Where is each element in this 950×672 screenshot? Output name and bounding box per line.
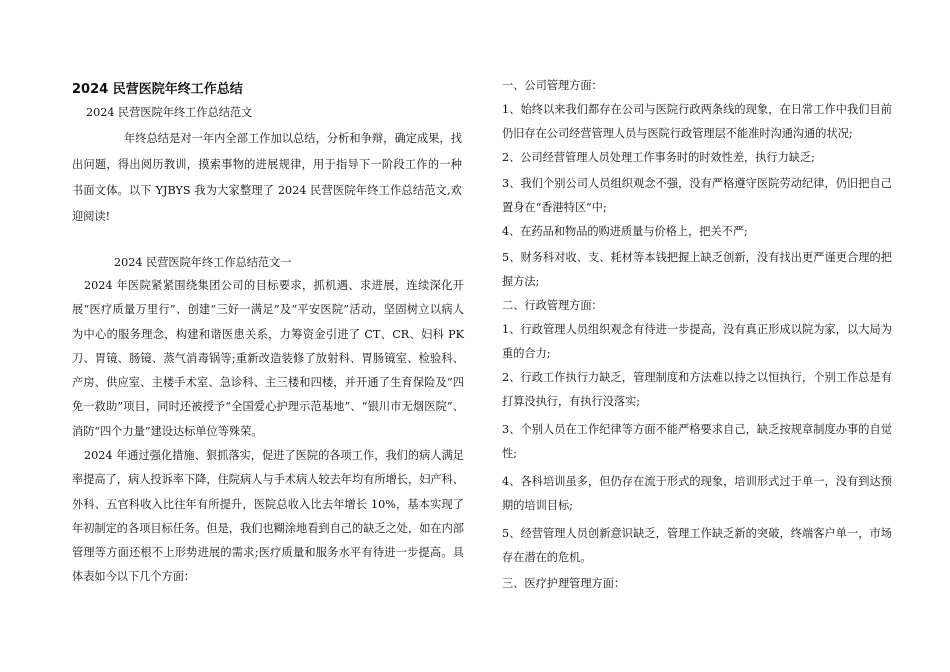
list-item: 5、财务科对收、支、耗材等本钱把握上缺乏创新，没有找出更严谨更合理的把握方法;: [502, 251, 892, 288]
list-item: 2、行政工作执行力缺乏，管理制度和方法难以持之以恒执行，个别工作总是有打算没执行，有执行没落实;: [502, 371, 892, 408]
body-paragraph-2: 2024 年通过强化措施、狠抓落实，促进了医院的各项工作，我们的病人满足率提高了，病人投诉率下降，住院病人与手术病人较去年均有所增长，妇产科、外科、五官科收入比往年有所提升，医院总收入比去年增长 10%，基本实现了年初制定的各项目标任务。但是，我们也糊涂地看到自己的缺乏之处，如在内部管理等方面还根不上形势进展的需求;医疗质量和服务水平有待进一步提高。具体表如今以下几个方面：: [72, 449, 464, 584]
body-paragraph-1: 2024 年医院紧紧围绕集团公司的目标要求，抓机遇、求进展，连续深化开展“医疗质量万里行”、创建“三好一满足”及“平安医院”活动，坚固树立以病人为中心的服务理念，构建和谐医患关系，力筹资金引进了 CT、CR、妇科 PK 刀、胃镜、肠镜、蒸气消毒锅等;重新改造装修了放射科、胃肠镜室、检验科、产房、供应室、主楼手术室、急诊科、主三楼和四楼，并开通了生育保险及“四免一救助”项目，同时还被授予“全国爱心护理示范基地”、“银川市无烟医院”、消防“四个力量”建设达标单位等殊荣。: [72, 279, 464, 438]
list-item: 2、公司经营管理人员处理工作事务时的时效性差，执行力缺乏;: [502, 151, 815, 164]
heading-administration: 二、行政管理方面：: [502, 299, 603, 312]
list-item: 1、始终以来我们都存在公司与医院行政两条线的现象，在日常工作中我们目前仍旧存在公司经营管理人员与医院行政管理层不能准时沟通沟通的状况;: [502, 103, 892, 140]
list-item: 1、行政管理人员组织观念有待进一步提高，没有真正形成以院为家，以大局为重的合力;: [502, 323, 892, 360]
heading-medical-nursing: 三、医疗护理管理方面：: [502, 577, 626, 590]
intro-paragraph: 年终总结是对一年内全部工作加以总结，分析和争辩，确定成果，找出问题，得出阅历教训，摸索事物的进展规律，用于指导下一阶段工作的一种书面文体。以下 YJBYS 我为大家整理了 2024 民营医院年终工作总结范文,欢迎阅读!: [72, 132, 462, 223]
list-item: 5、经营管理人员创新意识缺乏，管理工作缺乏新的突破，终端客户单一，市场存在潜在的危机。: [502, 527, 892, 564]
section-title: 2024 民营医院年终工作总结范文一: [114, 256, 292, 269]
list-item: 3、我们个别公司人员组织观念不强，没有严格遵守医院劳动纪律，仍旧把自己置身在“香港特区”中;: [502, 177, 892, 214]
list-item: 4、各科培训虽多，但仍存在流于形式的现象，培训形式过于单一，没有到达预期的培训目标;: [502, 475, 892, 512]
document-subtitle: 2024 民营医院年终工作总结范文: [86, 106, 253, 119]
heading-company-management: 一、公司管理方面：: [502, 79, 603, 92]
list-item: 3、个别人员在工作纪律等方面不能严格要求自己，缺乏按规章制度办事的自觉性;: [502, 423, 892, 460]
document-title: 2024 民营医院年终工作总结: [72, 82, 243, 97]
list-item: 4、在药品和物品的购进质量与价格上，把关不严;: [502, 225, 748, 238]
